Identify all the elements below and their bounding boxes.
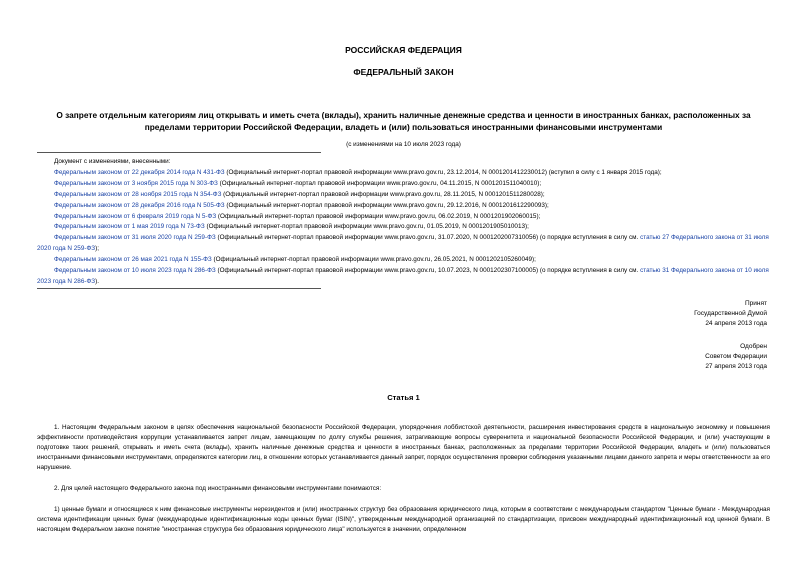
top-divider: [37, 152, 321, 153]
document-type-heading: ФЕДЕРАЛЬНЫЙ ЗАКОН: [353, 67, 454, 77]
adoption-status: Принят: [744, 300, 767, 307]
article-paragraph-2: 2. Для целей настоящего Федерального закона под иностранными финансовыми инструментами понимаются:: [54, 485, 382, 492]
amendment-link[interactable]: Федеральным законом от 1 мая 2019 года N 73-ФЗ: [54, 223, 205, 231]
amendment-text: (Официальный интернет-портал правовой информации www.pravo.gov.ru, 04.11.2015, N 0001201511040010);: [217, 179, 542, 187]
amendment-item: [37, 190, 772, 201]
amendment-link[interactable]: Федеральным законом от 26 мая 2021 года N 155-ФЗ: [54, 256, 212, 264]
amendment-link[interactable]: Федеральным законом от 28 ноября 2015 года N 354-ФЗ: [54, 190, 222, 198]
amendment-text: (Официальный интернет-портал правовой информации www.pravo.gov.ru, 01.05.2019, N 0001201905010013);: [204, 223, 529, 231]
amendment-link[interactable]: Федеральным законом от 28 декабря 2016 года N 505-ФЗ: [54, 201, 225, 209]
article-heading: Статья 1: [387, 393, 420, 402]
adoption-body: Государственной Думой: [694, 310, 767, 317]
amendment-item: [37, 168, 772, 179]
amendments-block: [37, 157, 772, 288]
amendment-text: (Официальный интернет-портал правовой информации www.pravo.gov.ru, 26.05.2021, N 0001202105260049);: [211, 256, 536, 264]
approval-date: 27 апреля 2013 года: [705, 363, 767, 370]
amendment-item: [37, 222, 772, 233]
article-paragraph-1: 1. Настоящим Федеральным законом в целях обеспечения национальной безопасности Российской Федерации, упорядочения лоббистской деятельности, расширения инвестирования средств в национальную экономику и повышения эффективности противодействия коррупции устанавливается запрет лицам, замещающим по долгу службы решения, затрагивающие вопросы суверенитета и национальной безопасности Российской Федерации, и (или) участвующим в подготовке таких решений, открывать и иметь счета (вклады), хранить наличные денежные средства и ценности в иностранных банках, расположенных за пределами территории Российской Федерации, владеть и (или) пользоваться иностранными финансовыми инструментами, определяются категории лиц, в отношении которых устанавливается данный запрет, порядок осуществления проверки соблюдения указанными лицами данного запрета и меры ответственности за его нарушение.: [37, 424, 770, 471]
amendment-text-end: ).: [95, 277, 100, 285]
amendment-item: [37, 255, 772, 266]
amendment-text: (Официальный интернет-портал правовой информации www.pravo.gov.ru, 06.02.2019, N 0001201902060015);: [216, 212, 541, 220]
amendment-link[interactable]: Федеральным законом от 6 февраля 2019 года N 5-ФЗ: [54, 212, 217, 220]
amendment-item: [37, 179, 772, 190]
amendment-text-end: );: [95, 245, 100, 253]
amendment-item: [37, 212, 772, 223]
amendment-link[interactable]: Федеральным законом от 22 декабря 2014 года N 431-ФЗ: [54, 168, 225, 176]
amendment-text: (Официальный интернет-портал правовой информации www.pravo.gov.ru, 31.07.2020, N 0001202007310056) (о порядке вступления в силу см.: [215, 234, 641, 242]
article-reference-link[interactable]: статью 27 Федерального закона от 31 июля 2020 года N 259-ФЗ: [37, 234, 769, 253]
amendment-text: (Официальный интернет-портал правовой информации www.pravo.gov.ru, 23.12.2014, N 0001201412230012) (вступил в силу с 1 января 2015 года);: [224, 168, 662, 176]
amendment-link[interactable]: Федеральным законом от 31 июля 2020 года N 259-ФЗ: [54, 234, 216, 242]
duma-adoption: [694, 299, 767, 329]
amendment-text: (Официальный интернет-портал правовой информации www.pravo.gov.ru, 10.07.2023, N 0001202307100005) (о порядке вступления в силу см.: [215, 267, 641, 275]
amendment-link[interactable]: Федеральным законом от 10 июля 2023 года N 286-ФЗ: [54, 267, 216, 275]
bottom-divider: [37, 288, 321, 289]
amendments-intro: Документ с изменениями, внесенными:: [54, 158, 171, 165]
article-paragraph-3: 1) ценные бумаги и относящиеся к ним финансовые инструменты нерезидентов и (или) иностранных структур без образования юридического лица, которым в соответствии с международным стандартом "Ценные бумаги - Международная система идентификации ценных бумаг (международные идентификационные коды ценных бумаг (ISIN)", утвержденным международной организацией по стандартизации, присвоен международный идентификационный код ценной бумаги. В настоящем Федеральном законе понятие "иностранная структура без образования юридического лица" используется в значении, определенном: [37, 506, 770, 533]
adoption-date: 24 апреля 2013 года: [705, 320, 767, 327]
amendment-item: [37, 266, 772, 288]
edition-note: (с изменениями на 10 июля 2023 года): [346, 141, 461, 148]
country-heading: РОССИЙСКАЯ ФЕДЕРАЦИЯ: [345, 45, 462, 55]
document-title: О запрете отдельным категориям лиц открывать и иметь счета (вклады), хранить наличные денежные средства и ценности в иностранных банках, расположенных за пределами территории Российской Федерации, владеть и (или) пользоваться иностранными финансовыми инструментами: [56, 110, 751, 132]
amendment-item: [37, 233, 772, 255]
article-reference-link[interactable]: статью 31 Федерального закона от 10 июля 2023 года N 286-ФЗ: [37, 267, 769, 285]
amendment-text: (Официальный интернет-портал правовой информации www.pravo.gov.ru, 28.11.2015, N 0001201511280028);: [221, 190, 545, 198]
amendment-link[interactable]: Федеральным законом от 3 ноября 2015 года N 303-ФЗ: [54, 179, 218, 187]
amendment-item: [37, 201, 772, 212]
approval-body: Советом Федерации: [705, 353, 767, 360]
amendment-text: (Официальный интернет-портал правовой информации www.pravo.gov.ru, 29.12.2016, N 0001201612290093);: [224, 201, 549, 209]
approval-status: Одобрен: [740, 343, 767, 350]
council-approval: [705, 342, 767, 372]
